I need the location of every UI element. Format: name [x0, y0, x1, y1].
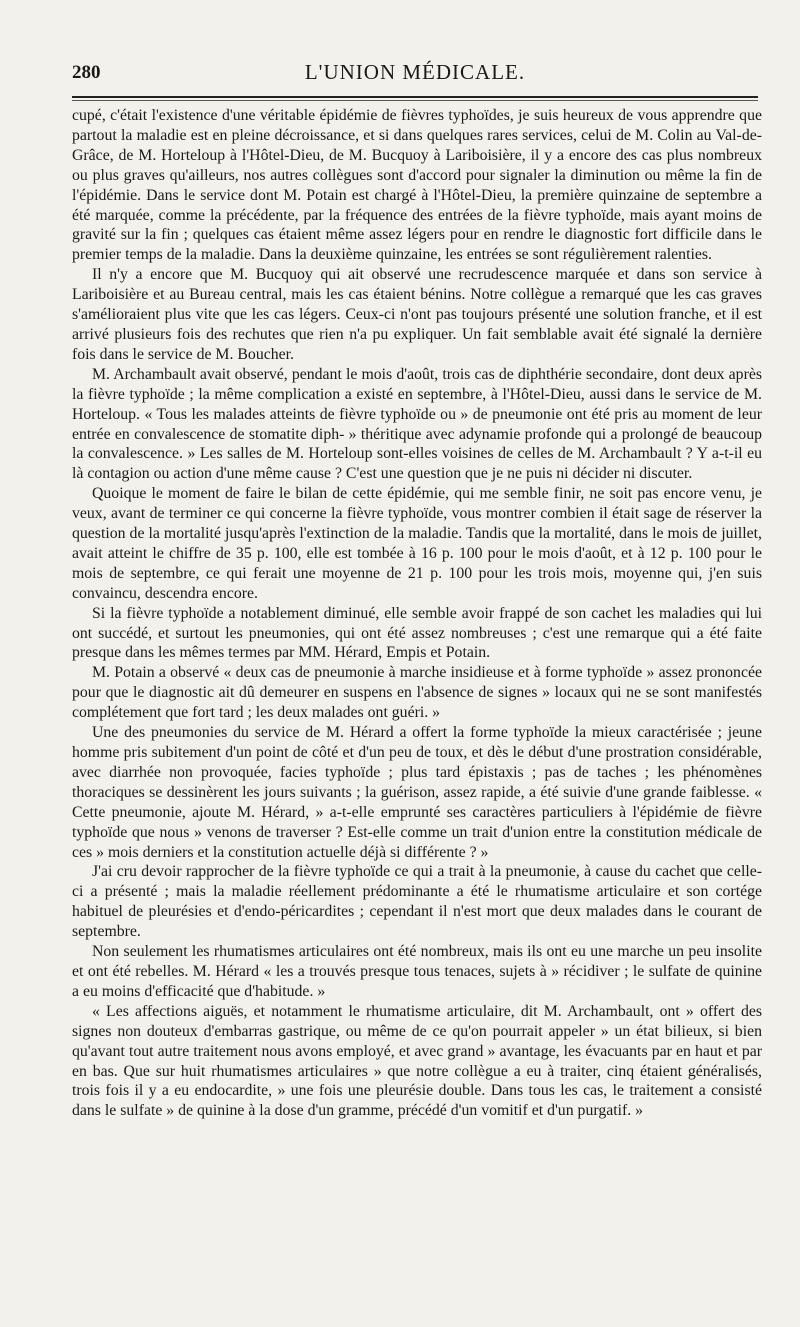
paragraph: M. Potain a observé « deux cas de pneumonie à marche insidieuse et à forme typhoïde » assez prononcée pour que le diagnostic ait dû demeurer en suspens en l'absence de signes » locaux qui ne se sont manifestés complétement que fort tard ; les deux malades ont guéri. »: [72, 664, 762, 722]
running-title: L'UNION MÉDICALE.: [304, 60, 526, 84]
paragraph: Il n'y a encore que M. Bucquoy qui ait observé une recrudescence marquée et dans son service à Lariboisière et au Bureau central, mais les cas étaient bénins. Notre collègue a remarqué que les cas graves s'amélioraient plus vite que les cas légers. Ceux-ci n'ont pas toujours présenté une solution franche, et il est arrivé plusieurs fois des rechutes que rien n'a pu expliquer. Un fait semblable avait été signalé la dernière fois dans le service de M. Boucher.: [72, 266, 762, 363]
paragraph: J'ai cru devoir rapprocher de la fièvre typhoïde ce qui a trait à la pneumonie, à cause du cachet que celle-ci a présenté ; mais la maladie réellement prédominante a été le rhumatisme articulaire et son cortége habituel de pleurésies et d'endo-péricardites ; cependant il n'est mort que deux malades dans le courant de septembre.: [72, 863, 762, 941]
paragraph: Si la fièvre typhoïde a notablement diminué, elle semble avoir frappé de son cachet les maladies qui lui ont succédé, et surtout les pneumonies, qui ont été assez nombreuses ; c'est une remarque qui a été faite presque dans les mêmes termes par MM. Hérard, Empis et Potain.: [72, 604, 762, 662]
article-body: [72, 106, 762, 1121]
paragraph: Une des pneumonies du service de M. Hérard a offert la forme typhoïde la mieux caractérisée ; jeune homme pris subitement d'un point de côté et d'un peu de toux, et dès le début d'une prostration considérable, avec diarrhée non provoquée, facies typhoïde ; plus tard épistaxis ; pas de taches ; les phénomènes thoraciques se dessinèrent les jours suivants ; la guérison, assez rapide, a été suivie d'une grande faiblesse. « Cette pneumonie, ajoute M. Hérard, » a-t-elle emprunté ses caractères particuliers à l'épidémie de fièvre typhoïde que nous » venons de traverser ? Est-elle comme un trait d'union entre la constitution médicale de ces » mois derniers et la constitution actuelle déjà si différente ? »: [72, 724, 762, 861]
paragraph: « Les affections aiguës, et notamment le rhumatisme articulaire, dit M. Archambault, ont » offert des signes non douteux d'embarras gastrique, ou même de ce qu'on pourrait appeler » un état bilieux, si bien qu'avant tout autre traitement nous avons employé, et avec grand » avantage, les évacuants par en haut et par en bas. Que sur huit rhumatismes articulaires » que notre collègue a eu à traiter, cinq étaient généralisés, trois fois il y a eu endocardite, » une fois une pleurésie double. Dans tous les cas, le traitement a consisté dans le sulfate » de quinine à la dose d'un gramme, précédé d'un vomitif et d'un purgatif. »: [72, 1002, 762, 1120]
paragraph: M. Archambault avait observé, pendant le mois d'août, trois cas de diphthérie secondaire, dont deux après la fièvre typhoïde ; la même complication a existé en septembre, à l'Hôtel-Dieu, aussi dans le service de M. Horteloup. « Tous les malades atteints de fièvre typhoïde ou » de pneumonie ont été pris au moment de leur entrée en convalescence de stomatite diph- » théritique avec adynamie profonde qui a prolongé de beaucoup la convalescence. » Les salles de M. Horteloup sont-elles voisines de celles de M. Archambault ? Y a-t-il eu là contagion ou action d'une même cause ? C'est une question que je ne puis ni décider ni discuter.: [72, 365, 762, 483]
paragraph: Non seulement les rhumatismes articulaires ont été nombreux, mais ils ont eu une marche un peu insolite et ont été rebelles. M. Hérard « les a trouvés presque tous tenaces, sujets à » récidiver ; le sulfate de quinine a eu moins d'efficacité que d'habitude. »: [72, 943, 762, 1000]
header-rule: [72, 96, 758, 101]
paragraph: Quoique le moment de faire le bilan de cette épidémie, qui me semble finir, ne soit pas encore venu, je veux, avant de terminer ce qui concerne la fièvre typhoïde, vous montrer combien il était sage de réserver la question de la mortalité jusqu'après l'extinction de la maladie. Tandis que la mortalité, dans le mois de juillet, avait atteint le chiffre de 35 p. 100, elle est tombée à 16 p. 100 pour le mois d'août, et à 12 p. 100 pour le mois de septembre, ce qui ferait une moyenne de 21 p. 100 pour les trois mois, moyenne qui, j'en suis convaincu, descendra encore.: [72, 485, 762, 602]
page-number: 280: [72, 62, 101, 83]
page-header: [72, 60, 758, 90]
paragraph: cupé, c'était l'existence d'une véritable épidémie de fièvres typhoïdes, je suis heureux de vous apprendre que partout la maladie est en pleine décroissance, et si dans quelques rares services, celui de M. Colin au Val-de-Grâce, de M. Horteloup à l'Hôtel-Dieu, de M. Bucquoy à Lariboisière, il y a encore des cas plus nombreux ou plus graves qu'ailleurs, nos autres collègues sont d'accord pour signaler la diminution ou même la fin de l'épidémie. Dans le service dont M. Potain est chargé à l'Hôtel-Dieu, la première quinzaine de septembre a été marquée, comme la précédente, par la fréquence des entrées de la fièvre typhoïde, mais ayant moins de gravité sur la fin ; quelques cas étaient même assez légers pour en rendre le diagnostic fort difficile dans le premier temps de la maladie. Dans la deuxième quinzaine, les entrées se sont régulièrement ralenties.: [72, 107, 762, 264]
